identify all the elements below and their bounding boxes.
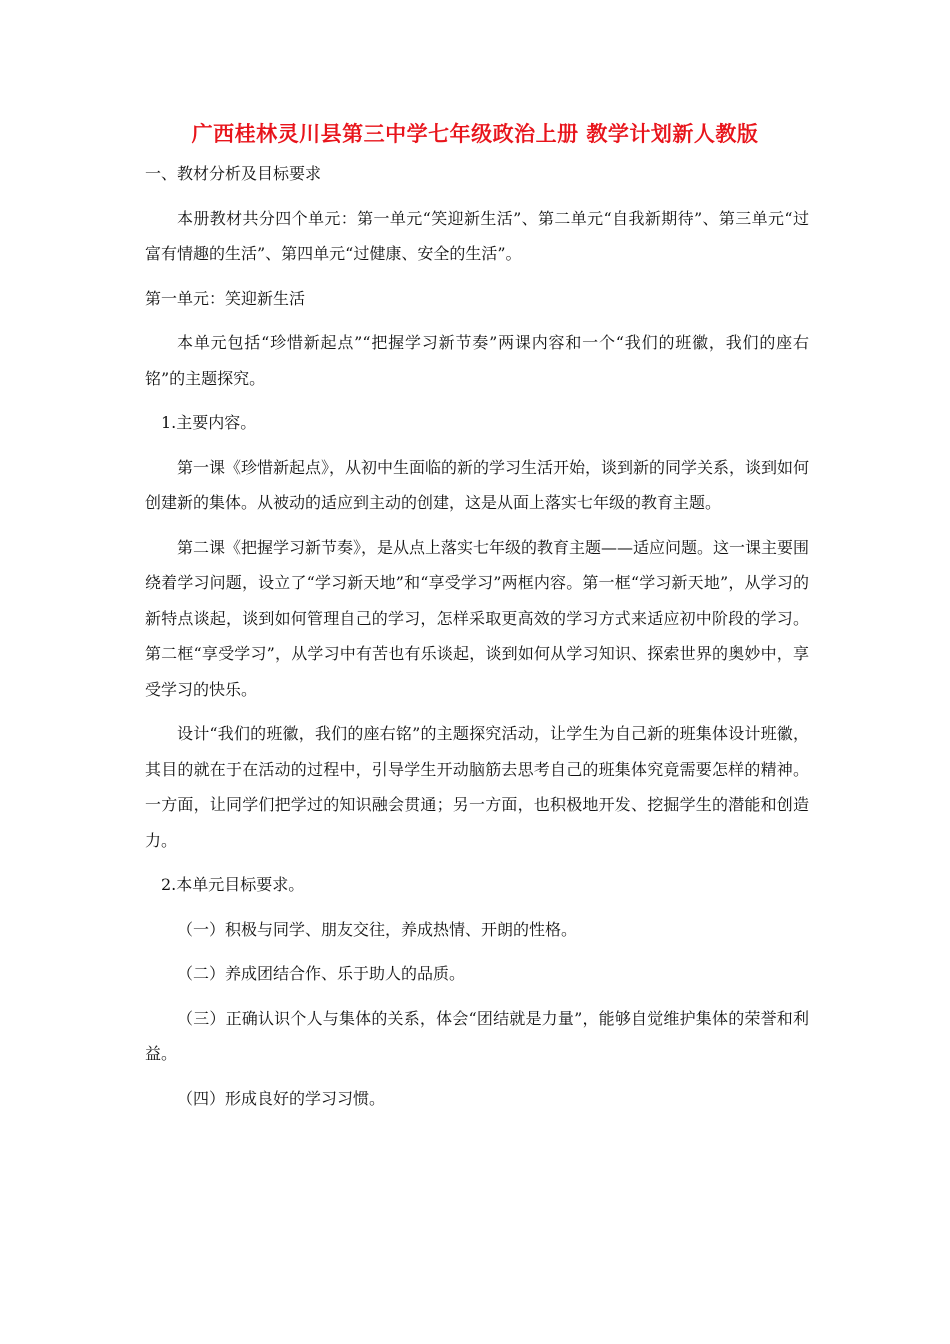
document-body <box>145 156 809 1125</box>
goal-item: （四）形成良好的学习习惯。 <box>177 1088 386 1108</box>
document-title: 广西桂林灵川县第三中学七年级政治上册 教学计划新人教版 <box>191 122 759 146</box>
goal-item: （三）正确认识个人与集体的关系，体会“团结就是力量”，能够自觉维护集体的荣誉和利益。 <box>145 1008 809 1063</box>
paragraph-theme-design: 设计“我们的班徽，我们的座右铭”的主题探究活动，让学生为自己新的班集体设计班徽，其目的就在于在活动的过程中，引导学生开动脑筋去思考自己的班集体究竟需要怎样的精神。一方面，让同学们把学过的知识融会贯通；另一方面，也积极地开发、挖掘学生的潜能和创造力。 <box>145 724 809 850</box>
goal-item: （二）养成团结合作、乐于助人的品质。 <box>177 964 466 983</box>
subsection-heading-content: 1.主要内容。 <box>161 413 257 432</box>
section-heading: 一、教材分析及目标要求 <box>145 164 322 183</box>
paragraph-lesson-one: 第一课《珍惜新起点》，从初中生面临的新的学习生活开始，谈到新的同学关系，谈到如何创建新的集体。从被动的适应到主动的创建，这是从面上落实七年级的教育主题。 <box>145 457 810 512</box>
paragraph-overview: 本册教材共分四个单元：第一单元“笑迎新生活”、第二单元“自我新期待”、第三单元“过富有情趣的生活”、第四单元“过健康、安全的生活”。 <box>145 208 809 263</box>
goal-item: （一）积极与同学、朋友交往，养成热情、开朗的性格。 <box>177 919 578 939</box>
subsection-heading-goals: 2.本单元目标要求。 <box>161 875 305 894</box>
paragraph-unit-intro: 本单元包括“珍惜新起点”“把握学习新节奏”两课内容和一个“我们的班徽，我们的座右铭”的主题探究。 <box>145 333 809 388</box>
paragraph-lesson-two: 第二课《把握学习新节奏》，是从点上落实七年级的教育主题——适应问题。这一课主要围绕着学习问题，设立了“学习新天地”和“享受学习”两框内容。第一框“学习新天地”，从学习的新特点谈起，谈到如何管理自己的学习，怎样采取更高效的学习方式来适应初中阶段的学习。第二框“享受学习”，从学习中有苦也有乐谈起，谈到如何从学习知识、探索世界的奥妙中，享受学习的快乐。 <box>145 537 810 699</box>
unit-heading: 第一单元：笑迎新生活 <box>145 288 306 308</box>
